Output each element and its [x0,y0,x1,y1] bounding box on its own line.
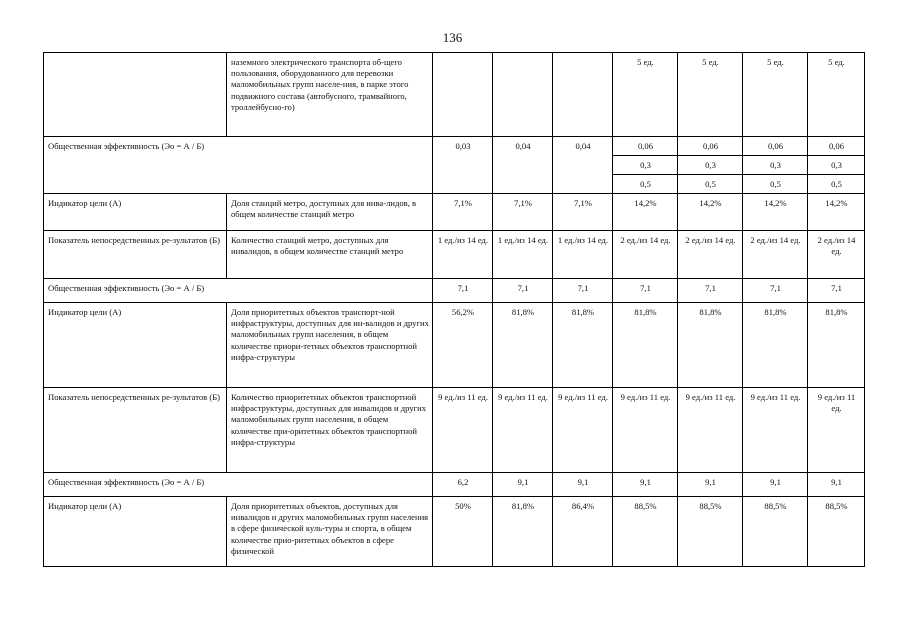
label-cell: Показатель непосредственных ре-зультатов (Б) [44,388,227,473]
label-cell: Индикатор цели (А) [44,497,227,567]
value-cell: 9,1 [613,473,678,497]
page-number: 136 [442,30,463,45]
value-cell: 0,5 [678,175,743,194]
value-cell: 9,1 [678,473,743,497]
value-cell: 14,2% [613,194,678,231]
value-cell [493,53,553,137]
value-cell: 7,1 [553,279,613,303]
value-cell: 9 ед./из 11 ед. [553,388,613,473]
value-cell: 5 ед. [613,53,678,137]
value-cell: 81,8% [743,303,808,388]
table-row [44,303,865,388]
table-row [44,53,865,137]
description-cell: Доля станций метро, доступных для инва-лидов, в общем количестве станций метро [227,194,433,231]
efficiency-row [44,137,865,156]
value-cell: 88,5% [743,497,808,567]
value-cell: 9,1 [553,473,613,497]
label-cell [44,53,227,137]
value-cell: 0,06 [743,137,808,156]
value-cell: 50% [433,497,493,567]
value-cell: 7,1 [808,279,865,303]
value-cell [433,53,493,137]
value-cell: 0,5 [743,175,808,194]
value-cell: 7,1 [743,279,808,303]
value-cell: 0,06 [613,137,678,156]
value-cell: 0,5 [808,175,865,194]
value-cell: 9 ед./из 11 ед. [433,388,493,473]
value-cell: 86,4% [553,497,613,567]
value-cell: 5 ед. [808,53,865,137]
value-cell: 14,2% [743,194,808,231]
value-cell: 5 ед. [678,53,743,137]
value-cell: 7,1 [678,279,743,303]
value-cell: 0,06 [808,137,865,156]
value-cell: 0,3 [678,156,743,175]
value-cell: 9 ед./из 11 ед. [613,388,678,473]
value-cell: 2 ед./из 14 ед. [613,231,678,279]
value-cell: 7,1 [493,279,553,303]
description-cell: Доля приоритетных объектов, доступных для инвалидов и других маломобильных групп населения в сфере физической куль-туры и спорта, в общем количестве прио-ритетных объектов в сфере физической [227,497,433,567]
efficiency-row [44,473,865,497]
value-cell: 81,8% [493,303,553,388]
table-row [44,194,865,231]
description-cell: Доля приоритетных объектов транспорт-ной инфраструктуры, доступных для ин-валидов и других маломобильных групп населения, в общем количестве приори-тетных объектов транспортной инфра-структуры [227,303,433,388]
efficiency-row [44,279,865,303]
description-cell: наземного электрического транспорта об-щего пользования, оборудованного для перевозки маломобильных групп населе-ния, в парке этого подвижного состава (автобусного, трамвайного, троллейбусно-го) [227,53,433,137]
value-cell: 1 ед./из 14 ед. [433,231,493,279]
value-cell: 6,2 [433,473,493,497]
value-cell: 9,1 [743,473,808,497]
value-cell: 0,03 [433,137,493,194]
value-cell: 81,8% [493,497,553,567]
value-cell: 9 ед./из 11 ед. [808,388,865,473]
value-cell: 9 ед./из 11 ед. [493,388,553,473]
value-cell: 1 ед./из 14 ед. [493,231,553,279]
table-row [44,231,865,279]
value-cell: 9,1 [493,473,553,497]
value-cell: 81,8% [613,303,678,388]
value-cell: 0,3 [613,156,678,175]
value-cell: 1 ед./из 14 ед. [553,231,613,279]
value-cell: 7,1% [433,194,493,231]
value-cell: 5 ед. [743,53,808,137]
value-cell: 0,5 [613,175,678,194]
indicators-table [43,52,865,567]
description-cell: Количество приоритетных объектов транспортной инфраструктуры, доступных для инвалидов и других маломобильных групп населения, в общем количестве при-оритетных объектов транспортной инфра-структуры [227,388,433,473]
value-cell: 88,5% [808,497,865,567]
value-cell: 14,2% [678,194,743,231]
efficiency-label: Общественная эффективность (Эо = А / Б) [44,279,433,303]
label-cell: Показатель непосредственных ре-зультатов (Б) [44,231,227,279]
value-cell: 9 ед./из 11 ед. [678,388,743,473]
value-cell: 7,1 [433,279,493,303]
value-cell: 0,06 [678,137,743,156]
value-cell: 2 ед./из 14 ед. [808,231,865,279]
value-cell: 9,1 [808,473,865,497]
value-cell: 0,3 [808,156,865,175]
value-cell: 0,04 [553,137,613,194]
value-cell: 88,5% [678,497,743,567]
value-cell: 7,1% [493,194,553,231]
value-cell: 9 ед./из 11 ед. [743,388,808,473]
value-cell: 0,3 [743,156,808,175]
value-cell: 7,1 [613,279,678,303]
value-cell: 81,8% [808,303,865,388]
table-row [44,388,865,473]
value-cell: 0,04 [493,137,553,194]
value-cell: 2 ед./из 14 ед. [678,231,743,279]
value-cell: 7,1% [553,194,613,231]
value-cell: 56,2% [433,303,493,388]
efficiency-label: Общественная эффективность (Эо = А / Б) [44,473,433,497]
label-cell: Индикатор цели (А) [44,303,227,388]
description-cell: Количество станций метро, доступных для инвалидов, в общем количестве станций метро [227,231,433,279]
value-cell: 81,8% [553,303,613,388]
label-cell: Индикатор цели (А) [44,194,227,231]
value-cell: 88,5% [613,497,678,567]
table-row [44,497,865,567]
value-cell: 81,8% [678,303,743,388]
value-cell: 2 ед./из 14 ед. [743,231,808,279]
efficiency-label: Общественная эффективность (Эо = А / Б) [44,137,433,194]
value-cell [553,53,613,137]
value-cell: 14,2% [808,194,865,231]
